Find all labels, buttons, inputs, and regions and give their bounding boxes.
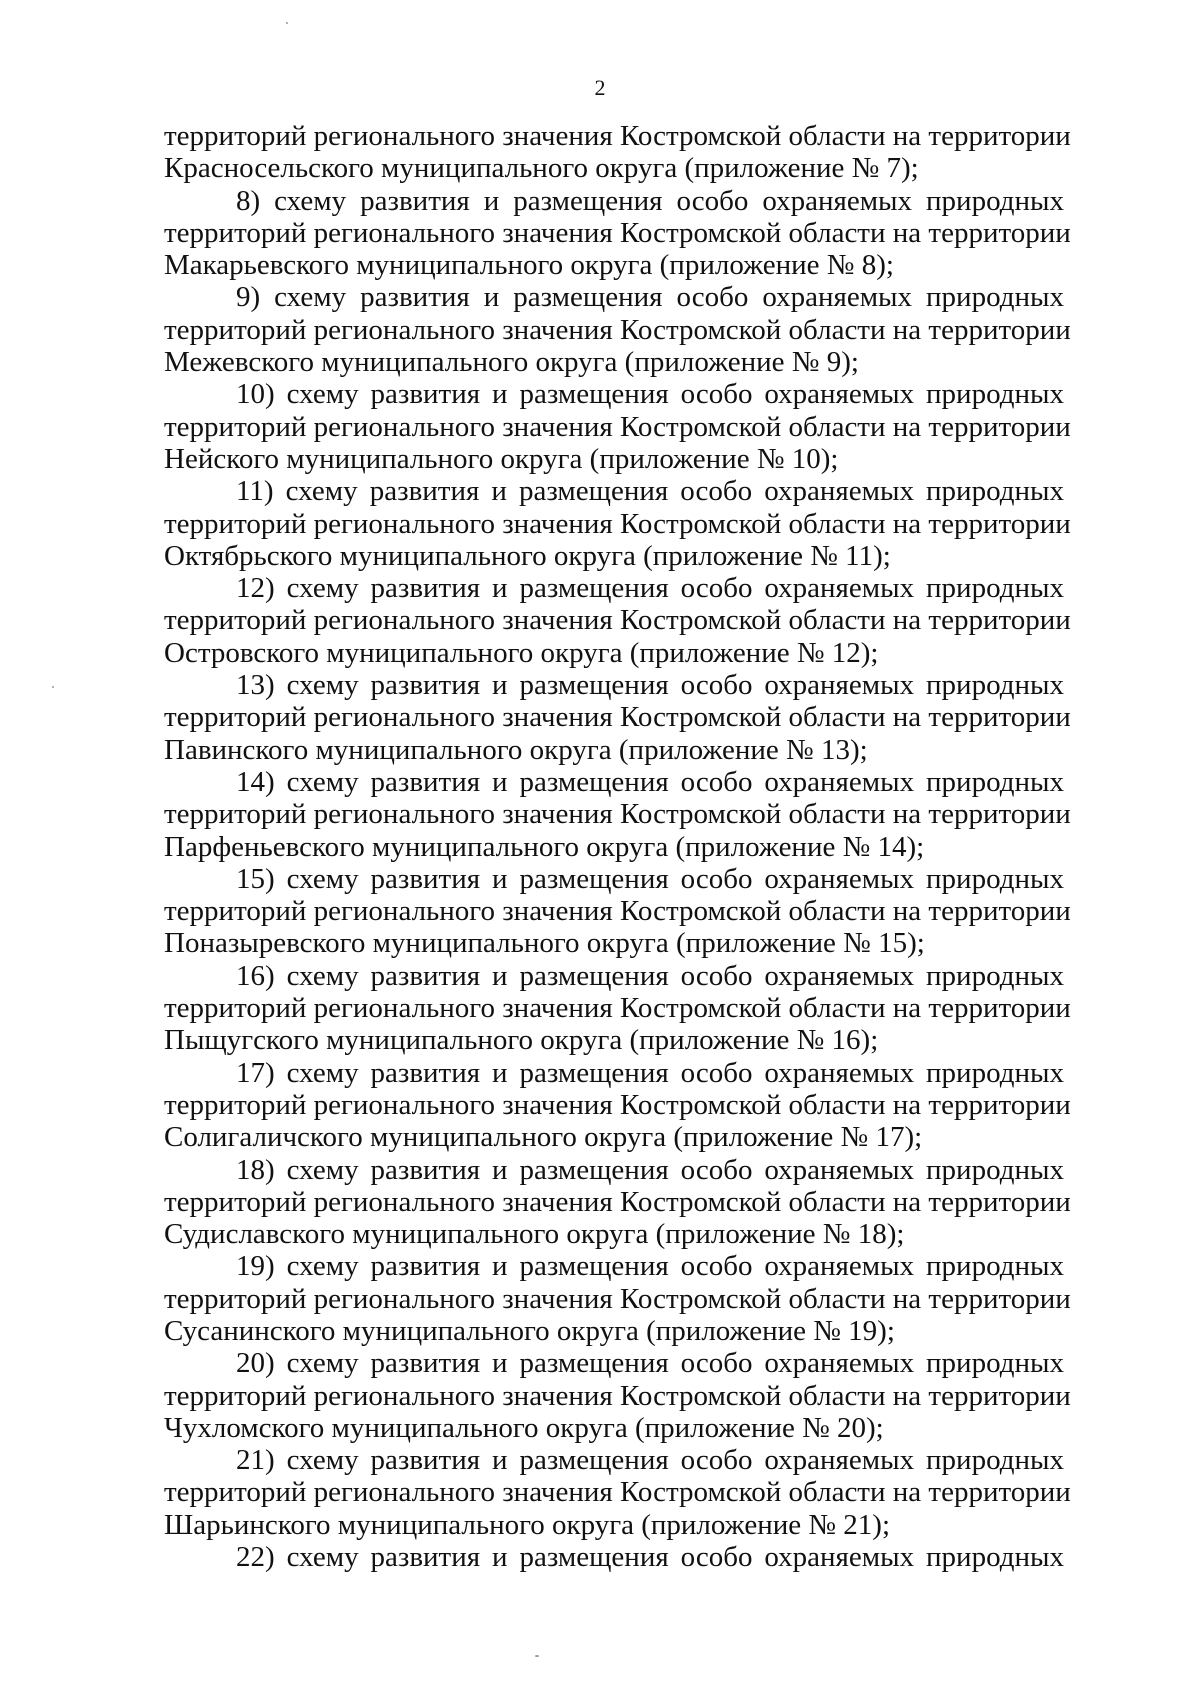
scan-speck	[535, 1655, 539, 1657]
paragraph-last-line: Межевского муниципального округа (приложение № 9);	[164, 346, 859, 379]
paragraph-first-line: 13) схему развития и размещения особо охраняемых природных	[236, 669, 1064, 702]
paragraph-last-line: Солигаличского муниципального округа (приложение № 17);	[164, 1121, 923, 1154]
paragraph-first-line: 21) схему развития и размещения особо охраняемых природных	[236, 1444, 1064, 1477]
paragraph-line: территорий регионального значения Костромской области на территории	[164, 507, 1071, 540]
paragraph-line: территорий регионального значения Костромской области на территории	[164, 895, 1071, 928]
paragraph-first-line: 22) схему развития и размещения особо охраняемых природных	[236, 1541, 1064, 1574]
paragraph-first-line: 9) схему развития и размещения особо охраняемых природных	[236, 281, 1064, 314]
paragraph-first-line: 17) схему развития и размещения особо охраняемых природных	[236, 1056, 1064, 1089]
paragraph-last-line: Судиславского муниципального округа (приложение № 18);	[164, 1218, 905, 1251]
scan-speck	[52, 686, 54, 688]
paragraph-last-line: Парфеньевского муниципального округа (приложение № 14);	[164, 830, 925, 863]
paragraph-first-line: 10) схему развития и размещения особо охраняемых природных	[236, 378, 1064, 411]
paragraph-line: территорий регионального значения Костромской области на территории	[164, 313, 1071, 346]
paragraph-last-line: Чухломского муниципального округа (приложение № 20);	[164, 1411, 884, 1444]
paragraph-first-line: 19) схему развития и размещения особо охраняемых природных	[236, 1250, 1064, 1283]
paragraph-first-line: 16) схему развития и размещения особо охраняемых природных	[236, 959, 1064, 992]
paragraph-first-line: 11) схему развития и размещения особо охраняемых природных	[236, 475, 1064, 508]
paragraph-last-line: Павинского муниципального округа (приложение № 13);	[164, 733, 868, 766]
paragraph-first-line: 12) схему развития и размещения особо охраняемых природных	[236, 572, 1064, 605]
paragraph-line: территорий регионального значения Костромской области на территории	[164, 1185, 1071, 1218]
paragraph-last-line: Сусанинского муниципального округа (приложение № 19);	[164, 1314, 895, 1347]
paragraph-line: территорий регионального значения Костромской области на территории	[164, 410, 1071, 443]
paragraph-line: территорий регионального значения Костромской области на территории	[164, 604, 1071, 637]
paragraph-last-line: Красносельского муниципального округа (приложение № 7);	[164, 152, 919, 185]
paragraph-last-line: Пыщугского муниципального округа (приложение № 16);	[164, 1024, 879, 1057]
paragraph-line: территорий регионального значения Костромской области на территории	[164, 1088, 1071, 1121]
paragraph-first-line: 8) схему развития и размещения особо охраняемых природных	[236, 184, 1064, 217]
paragraph-line: территорий регионального значения Костромской области на территории	[164, 701, 1071, 734]
paragraph-line: территорий регионального значения Костромской области на территории	[164, 798, 1071, 831]
paragraph-line: территорий регионального значения Костромской области на территории	[164, 1476, 1071, 1509]
paragraph-last-line: Октябрьского муниципального округа (приложение № 11);	[164, 539, 891, 572]
paragraph-first-line: 20) схему развития и размещения особо охраняемых природных	[236, 1347, 1064, 1380]
document-body	[164, 120, 1071, 1574]
page-number: 2	[594, 75, 606, 100]
paragraph-line: территорий регионального значения Костромской области на территории	[164, 992, 1071, 1025]
paragraph-line: территорий регионального значения Костромской области на территории	[164, 1379, 1071, 1412]
paragraph-last-line: Нейского муниципального округа (приложение № 10);	[164, 442, 839, 475]
paragraph-line: территорий регионального значения Костромской области на территории	[164, 120, 1071, 152]
paragraph-last-line: Шарьинского муниципального округа (приложение № 21);	[164, 1508, 891, 1541]
paragraph-line: территорий регионального значения Костромской области на территории	[164, 216, 1071, 249]
paragraph-first-line: 18) схему развития и размещения особо охраняемых природных	[236, 1153, 1064, 1186]
paragraph-last-line: Поназыревского муниципального округа (приложение № 15);	[164, 927, 925, 960]
paragraph-first-line: 14) схему развития и размещения особо охраняемых природных	[236, 765, 1064, 798]
paragraph-last-line: Островского муниципального округа (приложение № 12);	[164, 636, 879, 669]
paragraph-last-line: Макарьевского муниципального округа (приложение № 8);	[164, 249, 894, 282]
scan-speck	[286, 22, 288, 24]
paragraph-line: территорий регионального значения Костромской области на территории	[164, 1282, 1071, 1315]
paragraph-first-line: 15) схему развития и размещения особо охраняемых природных	[236, 862, 1064, 895]
